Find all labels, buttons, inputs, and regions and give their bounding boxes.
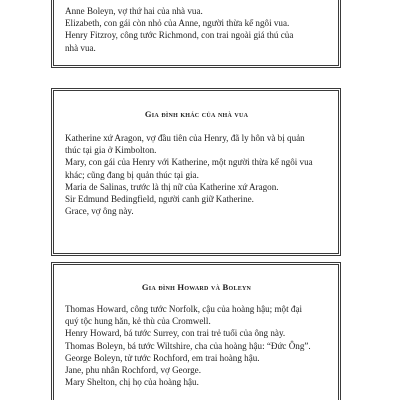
section-heading: Gia đình khác của nhà vua xyxy=(144,109,249,119)
entry-line: thúc tại gia ở Kimbolton. xyxy=(65,145,157,156)
howard-boleyn-family-box xyxy=(51,262,341,400)
entry-line: quý tộc hung hăn, kẻ thù của Cromwell. xyxy=(65,316,211,327)
entry-line: Katherine xứ Aragon, vợ đầu tiên của Henry, đã ly hôn và bị quản xyxy=(65,133,305,143)
entry-line: Henry Fitzroy, công tước Richmond, con trai ngoài giá thú của xyxy=(65,30,294,41)
section-heading-wrap xyxy=(65,282,328,292)
entry-line: Mary Shelton, chị họ của hoàng hậu. xyxy=(65,377,199,388)
entry-line: George Boleyn, tử tước Rochford, em trai hoàng hậu. xyxy=(65,352,260,363)
character-entries xyxy=(65,303,328,388)
entry-line: Maria de Salinas, trước là thị nữ của Katherine xứ Aragon. xyxy=(65,181,279,192)
entry-line: Sir Edmund Bedingfield, người canh giữ Katherine. xyxy=(65,194,254,205)
section-heading-wrap xyxy=(65,109,328,119)
entry-line: Elizabeth, con gái còn nhỏ của Anne, người thừa kế ngôi vua. xyxy=(65,18,290,29)
section-heading: Gia đình Howard và Boleyn xyxy=(141,282,252,292)
entry-line: nhà vua. xyxy=(65,42,96,53)
entry-line: Grace, vợ ông này. xyxy=(65,206,134,217)
entry-line: Anne Boleyn, vợ thứ hai của nhà vua. xyxy=(65,6,203,16)
entry-line: Mary, con gái của Henry với Katherine, một người thừa kế ngôi vua xyxy=(65,157,313,168)
character-entries xyxy=(65,132,328,217)
entry-line: Henry Howard, bá tước Surrey, con trai trẻ tuổi của ông này. xyxy=(65,328,286,339)
entry-line: Thomas Howard, công tước Norfolk, cậu của hoàng hậu; một đại xyxy=(65,304,303,314)
entry-line: Thomas Boleyn, bá tước Wiltshire, cha của hoàng hậu: “Đức Ông”. xyxy=(65,340,311,351)
character-list-box-continued xyxy=(51,0,341,68)
entry-line: khác; cũng đang bị quản thúc tại gia. xyxy=(65,169,199,180)
other-royal-family-box xyxy=(51,88,341,256)
character-entries xyxy=(65,5,328,54)
entry-line: Jane, phu nhân Rochford, vợ George. xyxy=(65,365,201,376)
